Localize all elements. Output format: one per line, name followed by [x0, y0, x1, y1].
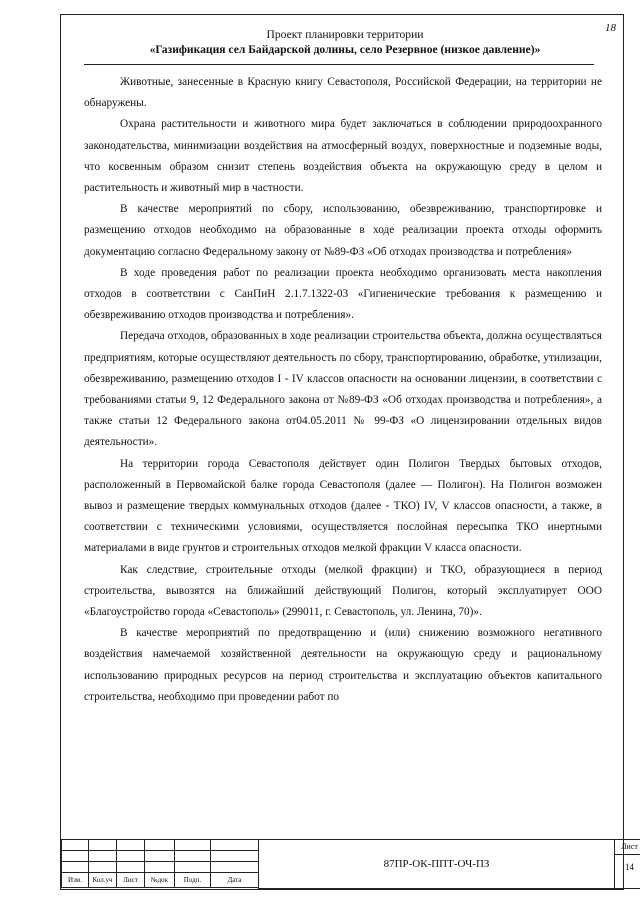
paragraph: Как следствие, строительные отходы (мелкой фракции) и ТКО, образующиеся в период строительства, вывозятся на ближайший действующий Полигон, который эксплуатирует ООО «Благоустройство города «Севастополь» (299011, г. Севастополь, ул. Ленина, 70)». [84, 563, 602, 619]
title-block-stamp [61, 839, 638, 889]
paragraph: Животные, занесенные в Красную книгу Севастополя, Российской Федерации, на территории не обнаружены. [84, 76, 602, 110]
sheet-box [614, 840, 640, 890]
stamp-label-data: Дата [211, 873, 259, 888]
document-body [84, 72, 602, 708]
header-line-1: Проект планировки территории [266, 28, 424, 41]
stamp-label-list: Лист [117, 873, 145, 888]
header-line-2: «Газификация сел Байдарской долины, село Резервное (низкое давление)» [149, 43, 541, 56]
stamp-grid [61, 839, 259, 888]
stamp-label-kol-uch: Кол.уч [89, 873, 117, 888]
sheet-number: 14 [625, 862, 634, 872]
sheet-label: Лист [615, 840, 640, 855]
paragraph: В качестве мероприятий по сбору, использованию, обезвреживанию, транспортировке и размещению отходов необходимо на образованные в ходе реализации проекта отходы оформить документацию согласно Федеральному закону от №89-ФЗ «Об отходах производства и потребления» [84, 203, 602, 258]
stamp-label-ndok: №док [145, 873, 175, 888]
stamp-label-izm: Изм. [62, 873, 89, 888]
stamp-label-podp: Подп. [175, 873, 211, 888]
paragraph: В ходе проведения работ по реализации проекта необходимо организовать места накопления отходов в соответствии с СанПиН 2.1.7.1322-03 «Гигиенические требования к размещению и обезвреживанию отходов производства и потребления». [84, 266, 602, 322]
document-code-cell [258, 839, 640, 889]
header-divider [84, 64, 594, 65]
paragraph: На территории города Севастополя действует один Полигон Твердых бытовых отходов, расположенный в Первомайской балке города Севастополя (далее — Полигон). На Полигон возможен вывоз и размещение твердых коммунальных отходов (далее - ТКО) IV, V классов опасности, а также, в соответствии с техническими условиями, осуществляется послойная пересыпка ТКО инертными материалами в виде грунтов и строительных отходов мелкой фракции V класса опасности. [84, 457, 602, 555]
corner-page-number: 18 [605, 22, 616, 34]
paragraph: Охрана растительности и животного мира будет заключаться в соблюдении природоохранного законодательства, минимизации воздействия на атмосферный воздух, поверхностные и подземные воды, что косвенным образом снизит степень воздействия объекта на окружающую среду в целом и растительность и животный мир в частности. [84, 118, 602, 195]
paragraph: Передача отходов, образованных в ходе реализации строительства объекта, должна осуществляться предприятиям, которые осуществляют деятельность по сбору, транспортированию, обработке, утилизации, обезвреживанию, размещению отходов I - IV классов опасности на основании лицензии, в соответствии с требованиями статьи 9, 12 Федерального закона от №89-ФЗ «Об отходах производства и потребления», а также статьи 12 Федерального закона от04.05.2011 № 99-ФЗ «О лицензировании отдельных видов деятельности». [84, 330, 602, 449]
paragraph: В качестве мероприятий по предотвращению и (или) снижению возможного негативного воздействия намечаемой хозяйственной деятельности на окружающую среду и рациональному использованию природных ресурсов на период строительства и эксплуатацию объектов капитального строительства, необходимо при проведении работ по [84, 627, 602, 703]
document-header [70, 27, 620, 57]
document-code: 87ПР-ОК-ППТ-ОЧ-ПЗ [383, 858, 490, 870]
